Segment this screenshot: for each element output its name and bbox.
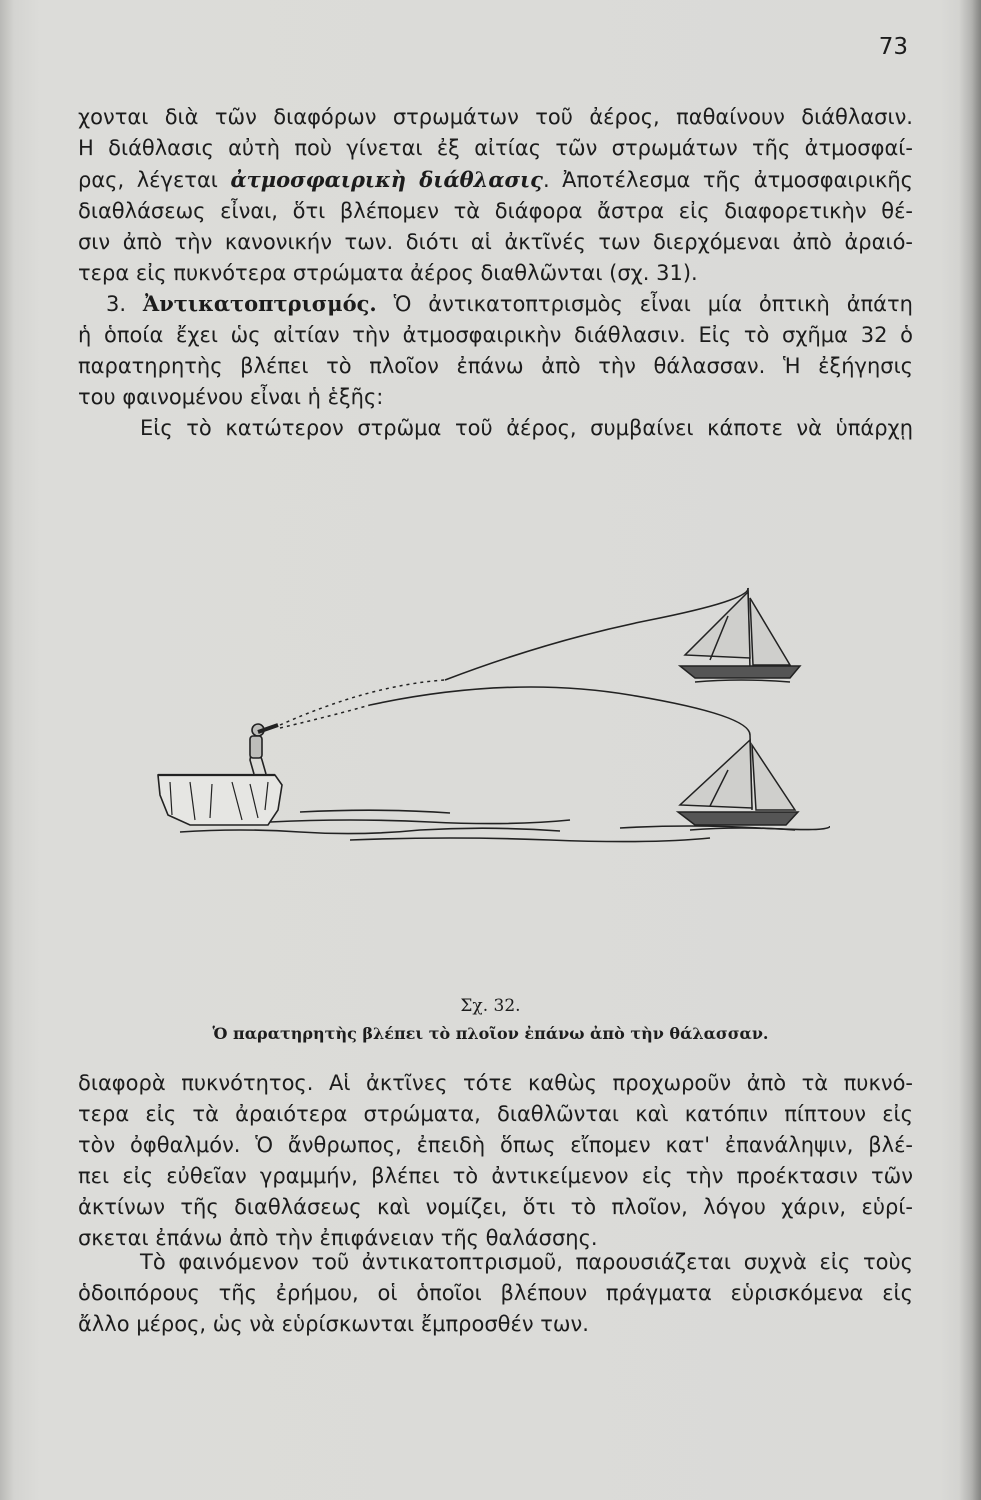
mirage-ship — [680, 588, 800, 682]
text-line: διαφορὰ πυκνότητος. Αἱ ἀκτῖνες τότε καθὼς προχωροῦν ἀπὸ τὰ πυκνό- — [78, 1071, 913, 1095]
text-line: παρατηρητὴς βλέπει τὸ πλοῖον ἐπάνω ἀπὸ τὴν θάλασσαν. Ἡ ἐξήγησις — [78, 354, 913, 378]
paragraph-atmospheric-refraction — [78, 102, 913, 289]
page-number: 73 — [878, 34, 908, 60]
text-line: Τὸ φαινόμενον τοῦ ἀντικατοπτρισμοῦ, παρουσιάζεται συχνὰ εἰς τοὺς — [140, 1250, 913, 1274]
observer-figure — [250, 724, 278, 774]
text-line — [78, 164, 913, 196]
text-line: πει εἰς εὐθεῖαν γραμμήν, βλέπει τὸ ἀντικείμενον εἰς τὴν προέκτασιν τῶν — [78, 1164, 913, 1188]
paragraph-mirage — [78, 288, 913, 444]
figure-label: Σχ. 32. — [460, 996, 521, 1016]
text-line: διαθλάσεως εἶναι, ὅτι βλέπομεν τὰ διάφορα ἄστρα εἰς διαφορετικὴν θέ- — [78, 199, 913, 223]
text-line: σιν ἀπὸ τὴν κανονικήν των. διότι αἱ ἀκτῖνές των διερχόμεναι ἀπὸ ἀραιό- — [78, 230, 913, 254]
text-line: ὁδοιπόρους τῆς ἐρήμου, οἱ ὁποῖοι βλέπουν πράγματα εὑρισκόμενα εἰς — [78, 1281, 913, 1305]
text-line: Εἰς τὸ κατώτερον στρῶμα τοῦ ἀέρος, συμβαίνει κάποτε νὰ ὑπάρχῃ — [140, 416, 913, 440]
paragraph-explanation — [78, 1068, 913, 1254]
page-edge-shadow — [959, 0, 981, 1500]
text-line: ἡ ὁποία ἔχει ὡς αἰτίαν τὴν ἀτμοσφαιρικὴν διάθλασιν. Εἰς τὸ σχῆμα 32 ὁ — [78, 323, 913, 347]
text-line: τερα εἰς πυκνότερα στρώματα ἀέρος διαθλῶνται (σχ. 31). — [78, 261, 698, 285]
text-line: τὸν ὀφθαλμόν. Ὁ ἄνθρωπος, ἐπειδὴ ὅπως εἴπομεν κατ' ἐπανάληψιν, βλέ- — [78, 1133, 913, 1157]
text-line: ἀκτίνων τῆς διαθλάσεως καὶ νομίζει, ὅτι τὸ πλοῖον, λόγου χάριν, εὑρί- — [78, 1195, 913, 1219]
text-line: τερα εἰς τὰ ἀραιότερα στρώματα, διαθλῶνται καὶ κατόπιν πίπτουν εἰς — [78, 1102, 913, 1126]
real-ship — [678, 735, 798, 830]
text-line: σκεται ἐπάνω ἀπὸ τὴν ἐπιφάνειαν τῆς θαλάσσης. — [78, 1226, 598, 1250]
text-line — [78, 288, 913, 320]
figure-caption: Ὁ παρατηρητὴς βλέπει τὸ πλοῖον ἐπάνω ἀπὸ τὴν θάλασσαν. — [212, 1024, 769, 1043]
section-number: 3. — [106, 292, 127, 316]
text-fragment: Ὁ ἀντικατοπτρισμὸς εἶναι μία ὀπτικὴ ἀπάτη — [393, 292, 913, 316]
defined-term: ἀτμοσφαιρικὴ διάθλασις — [230, 167, 543, 192]
text-line: χονται διὰ τῶν διαφόρων στρωμάτων τοῦ ἀέρος, παθαίνουν διάθλασιν. — [78, 105, 913, 129]
text-line: Η διάθλασις αὐτὴ ποὺ γίνεται ἐξ αἰτίας τῶν στρωμάτων τῆς ἀτμοσφαί- — [78, 136, 913, 160]
mirage-illustration — [150, 570, 830, 850]
text-fragment: ρας, λέγεται — [78, 168, 218, 192]
text-line: ἄλλο μέρος, ὡς νὰ εὑρίσκωνται ἔμπροσθέν των. — [78, 1312, 589, 1336]
text-fragment: . Ἀποτέλεσμα τῆς ἀτμοσφαιρικῆς — [542, 168, 913, 192]
text-line: του φαινομένου εἶναι ἡ ἑξῆς: — [78, 385, 384, 409]
rays — [280, 588, 750, 735]
cliff — [158, 775, 282, 825]
paragraph-desert — [78, 1247, 913, 1340]
section-heading: Ἀντικατοπτρισμός. — [142, 291, 377, 316]
